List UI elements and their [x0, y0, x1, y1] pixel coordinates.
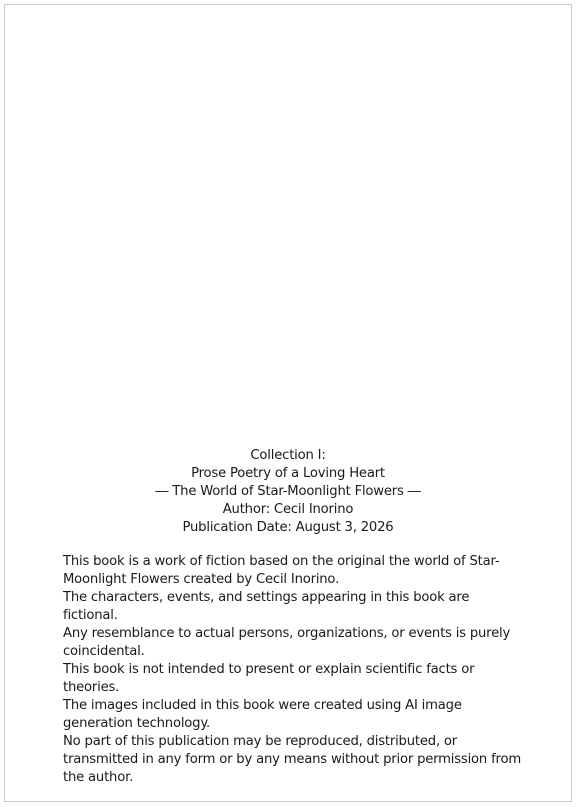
series-title: ― The World of Star-Moonlight Flowers ―: [155, 484, 421, 499]
fiction-basis-statement: This book is a work of fiction based on the original the world of Star-Moonlight Flowers created by Cecil Inorino.: [63, 554, 500, 587]
resemblance-disclaimer: Any resemblance to actual persons, organizations, or events is purely coincidental.: [63, 626, 511, 659]
author-line: Author: Cecil Inorino: [222, 502, 354, 517]
subtitle: Prose Poetry of a Loving Heart: [191, 466, 385, 481]
title-block: [5, 447, 571, 537]
ai-image-statement: The images included in this book were created using AI image generation technology.: [63, 698, 462, 731]
rights-statement: No part of this publication may be reproduced, distributed, or transmitted in any form or by any means without prior permission from the author.: [63, 734, 521, 785]
fictional-elements-statement: The characters, events, and settings appearing in this book are fictional.: [63, 590, 470, 623]
book-page: [4, 4, 572, 802]
collection-title: Collection Ⅰ:: [250, 448, 326, 463]
scientific-disclaimer: This book is not intended to present or explain scientific facts or theories.: [63, 662, 475, 695]
publication-date: Publication Date: August 3, 2026: [182, 520, 394, 535]
copyright-notice: [63, 553, 523, 787]
